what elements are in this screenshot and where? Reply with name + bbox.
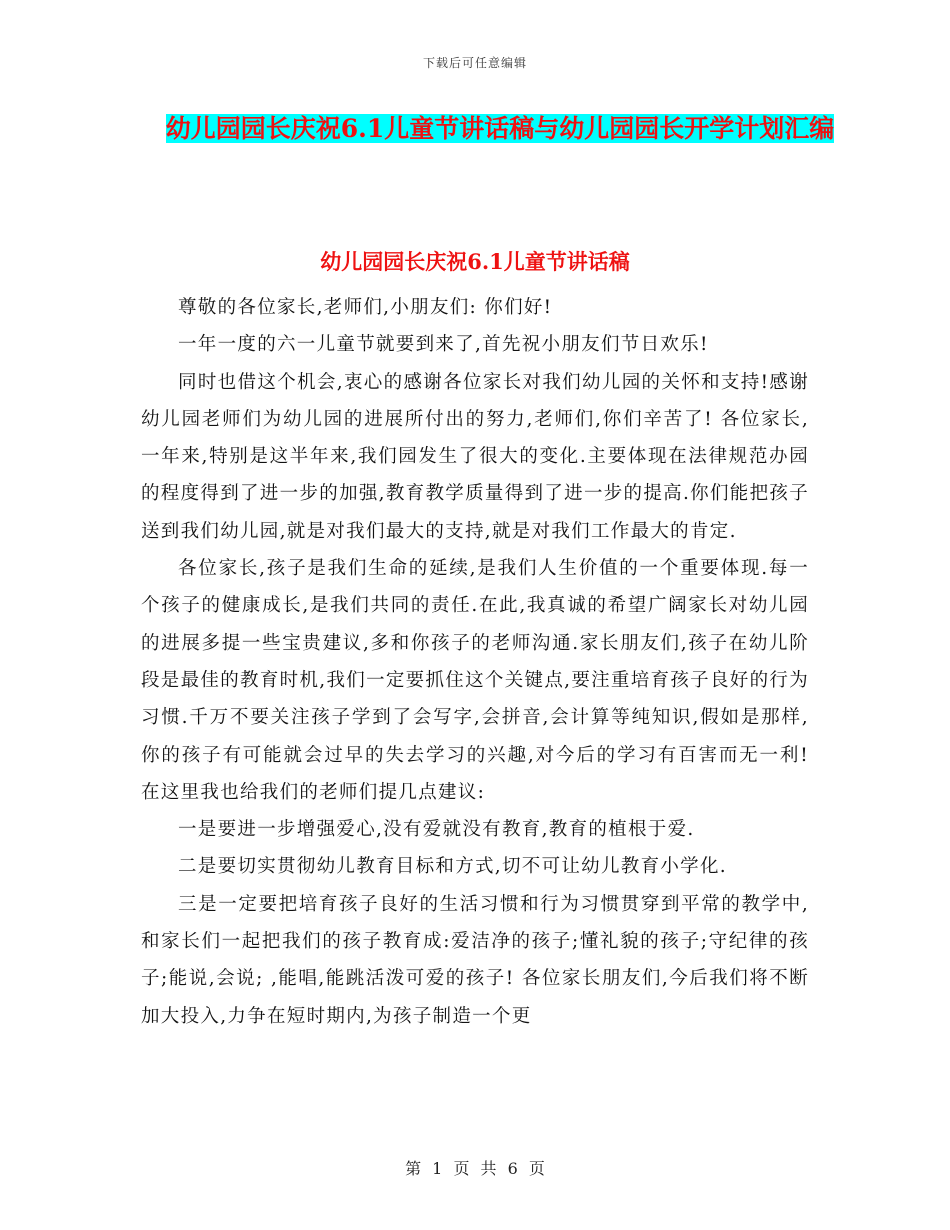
paragraph-suggestion-2: 二是要切实贯彻幼儿教育目标和方式,切不可让幼儿教育小学化. xyxy=(178,856,727,878)
paragraph-suggestion-1: 一是要进一步增强爱心,没有爱就没有教育,教育的植根于爱. xyxy=(178,819,695,841)
paragraph-suggestion-3: 三是一定要把培育孩子良好的生活习惯和行为习惯贯穿到平常的教学中,和家长们一起把我们的孩子教育成:爱洁净的孩子;懂礼貌的孩子;守纪律的孩子;能说,会说; ,能唱,能跳活泼可爱的孩子! 各位家长朋友们,今后我们将不断加大投入,力争在短时期内,为孩子制造一个更 xyxy=(141,893,809,1027)
paragraph-parents: 各位家长,孩子是我们生命的延续,是我们人生价值的一个重要体现.每一个孩子的健康成长,是我们共同的责任.在此,我真诚的希望广阔家长对幼儿园的进展多提一些宝贵建议,多和你孩子的老师沟通.家长朋友们,孩子在幼儿阶段是最佳的教育时机,我们一定要抓住这个关键点,要注重培育孩子良好的行为习惯.千万不要关注孩子学到了会写字,会拼音,会计算等纯知识,假如是那样,你的孩子有可能就会过早的失去学习的兴趣,对今后的学习有百害而无一利! 在这里我也给我们的老师们提几点建议: xyxy=(141,558,809,803)
main-title-text: 幼儿园园长庆祝6.1儿童节讲话稿与幼儿园园长开学计划汇编 xyxy=(165,114,835,143)
page-footer: 第 1 页 共 6 页 xyxy=(405,1159,545,1178)
paragraph-greeting: 尊敬的各位家长,老师们,小朋友们: 你们好! xyxy=(178,297,553,318)
header-note: 下载后可任意编辑 xyxy=(422,56,527,70)
document-body xyxy=(141,289,809,1035)
paragraph-thanks: 同时也借这个机会,衷心的感谢各位家长对我们幼儿园的关怀和支持!感谢幼儿园老师们为幼儿园的进展所付出的努力,老师们,你们辛苦了! 各位家长,一年来,特别是这半年来,我们园发生了很大的变化.主要体现在法律规范办园的程度得到了进一步的加强,教育教学质量得到了进一步的提高.你们能把孩子送到我们幼儿园,就是对我们最大的支持,就是对我们工作最大的肯定. xyxy=(141,371,809,542)
document-main-title xyxy=(150,105,850,153)
section-title: 幼儿园园长庆祝6.1儿童节讲话稿 xyxy=(320,249,630,274)
paragraph-blessing: 一年一度的六一儿童节就要到来了,首先祝小朋友们节日欢乐! xyxy=(178,334,709,356)
